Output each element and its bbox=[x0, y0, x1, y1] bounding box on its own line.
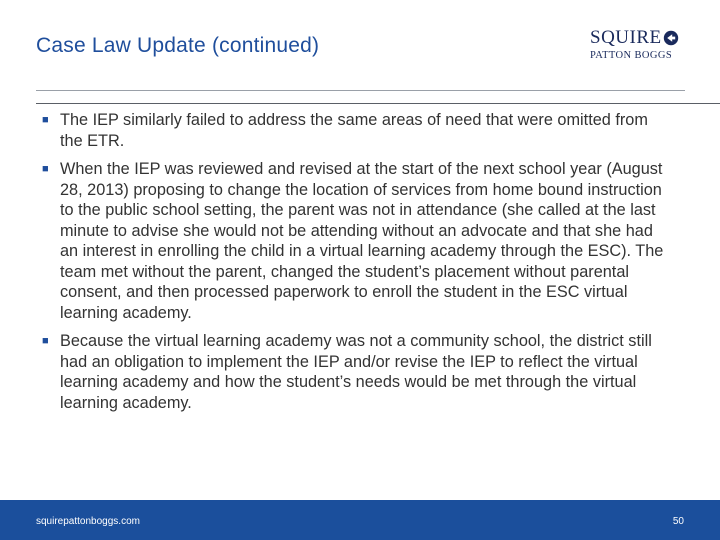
bullet-text: The IEP similarly failed to address the same areas of need that were omitted from the ETR. bbox=[60, 111, 648, 150]
bullet-item bbox=[42, 331, 672, 413]
bullet-list bbox=[42, 110, 672, 421]
bullet-square-icon: ■ bbox=[42, 114, 49, 126]
logo-line-2: PATTON BOGGS bbox=[590, 50, 673, 61]
logo-line-1: SQUIRE bbox=[590, 27, 662, 48]
bullet-item bbox=[42, 110, 672, 151]
bullet-item bbox=[42, 159, 672, 323]
header-divider-lower bbox=[36, 103, 720, 104]
squire-arrow-mark-icon bbox=[663, 30, 679, 46]
bullet-text: When the IEP was reviewed and revised at the start of the next school year (August 28, 2013) proposing to change the location of services from home bound instruction to the public school setting, the parent was not in attendance (she called at the last minute to advise she would not be attending without an advocate and that she had an interest in enrolling the child in a virtual learning academy through the ESC). The team met without the parent, changed the student’s placement without parental consent, and then processed paperwork to enroll the student in the ESC virtual learning academy. bbox=[60, 160, 664, 322]
footer-website-link[interactable]: squirepattonboggs.com bbox=[36, 516, 140, 527]
squire-patton-boggs-logo bbox=[590, 28, 700, 61]
header-divider-upper bbox=[36, 90, 685, 91]
bullet-square-icon: ■ bbox=[42, 163, 49, 175]
footer-bar bbox=[0, 500, 720, 540]
logo-top-line bbox=[590, 28, 700, 48]
bullet-square-icon: ■ bbox=[42, 335, 49, 347]
page-number: 50 bbox=[672, 516, 684, 527]
bullet-text: Because the virtual learning academy was not a community school, the district still had an obligation to implement the IEP and/or revise the IEP to reflect the virtual learning academy and how the student’s needs would be met through the virtual learning academy. bbox=[60, 332, 652, 412]
slide-title: Case Law Update (continued) bbox=[36, 34, 320, 57]
